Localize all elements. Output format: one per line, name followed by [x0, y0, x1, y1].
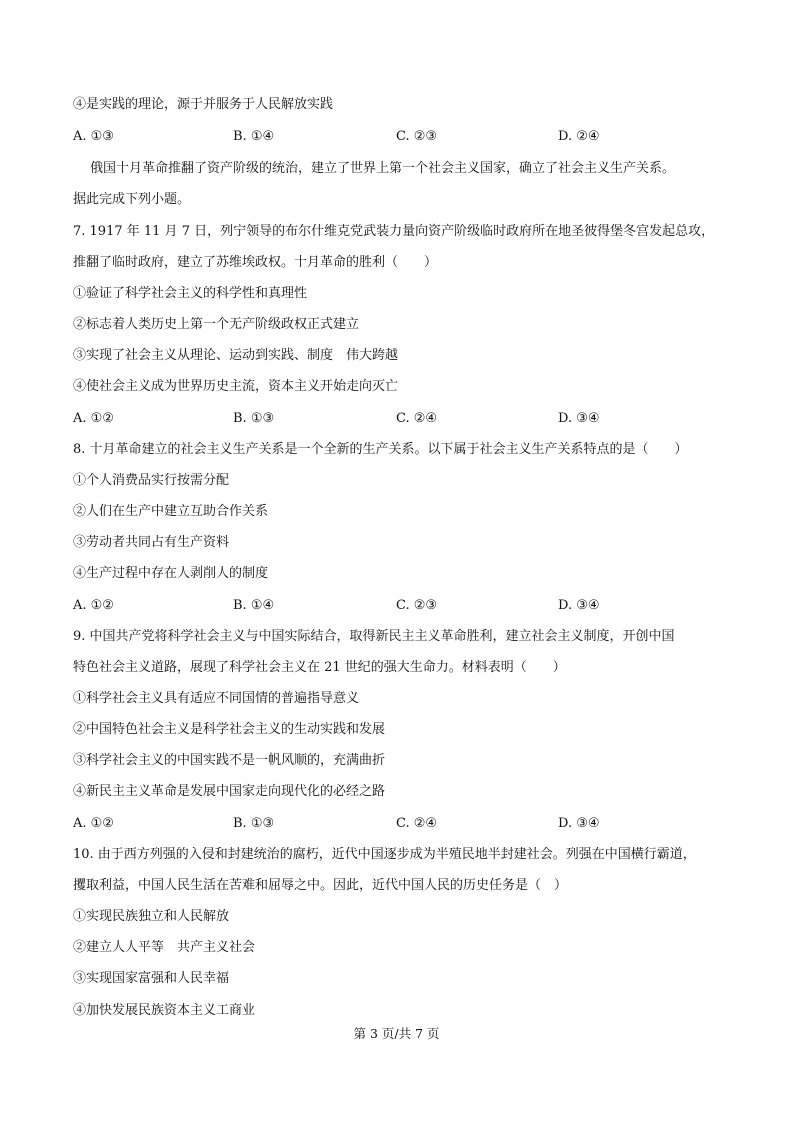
question-10-choice-1: ①实现民族独立和人民解放	[73, 909, 230, 924]
option-a: A. ①②	[73, 598, 114, 613]
question-7-choice-4: ④使社会主义成为世界历史主流，资本主义开始走向灭亡	[73, 379, 399, 394]
question-7-choice-1: ①验证了科学社会主义的科学性和真理性	[73, 286, 308, 301]
option-b: B. ①④	[233, 598, 275, 613]
question-10-stem-line-2: 攫取利益，中国人民生活在苦难和屈辱之中。因此，近代中国人民的历史任务是（ ）	[73, 878, 568, 893]
option-c: C. ②④	[396, 816, 438, 831]
question-8-options	[73, 598, 713, 614]
question-7-stem-line-2: 推翻了临时政府，建立了苏维埃政权。十月革命的胜利（ ）	[73, 255, 438, 270]
question-10-stem-line-1: 10. 由于西方列强的入侵和封建统治的腐朽，近代中国逐步成为半殖民地半封建社会。列强在中国横行霸道，	[73, 847, 696, 862]
question-9-options	[73, 816, 713, 832]
question-6-choice-4: ④是实践的理论，源于并服务于人民解放实践	[73, 97, 334, 112]
question-10-choice-2: ②建立人人平等 共产主义社会	[73, 940, 256, 955]
option-c: C. ②③	[396, 129, 438, 144]
option-c: C. ②③	[396, 598, 438, 613]
question-7-options	[73, 411, 713, 427]
material-intro-line-1: 俄国十月革命推翻了资产阶级的统治，建立了世界上第一个社会主义国家，确立了社会主义生产关系。	[90, 161, 676, 176]
question-8-choice-4: ④生产过程中存在人剥削人的制度	[73, 566, 269, 581]
question-10-choice-3: ③实现国家富强和人民幸福	[73, 971, 230, 986]
option-a: A. ①③	[73, 129, 114, 144]
question-6-options	[73, 129, 713, 145]
option-b: B. ①④	[233, 129, 275, 144]
question-7-choice-2: ②标志着人类历史上第一个无产阶级政权正式建立	[73, 317, 360, 332]
question-9-stem-line-2: 特色社会主义道路，展现了科学社会主义在 21 世纪的强大生命力。材料表明（ ）	[73, 660, 566, 675]
question-10-choice-4: ④加快发展民族资本主义工商业	[73, 1003, 256, 1018]
question-7-choice-3: ③实现了社会主义从理论、运动到实践、制度 伟大跨越	[73, 348, 399, 363]
question-8-choice-1: ①个人消费品实行按需分配	[73, 473, 230, 488]
option-c: C. ②④	[396, 411, 438, 426]
option-d: D. ②④	[558, 129, 600, 144]
question-9-stem-line-1: 9. 中国共产党将科学社会主义与中国实际结合，取得新民主主义革命胜利，建立社会主义制度，开创中国	[73, 629, 675, 644]
option-d: D. ③④	[558, 816, 600, 831]
question-8-choice-3: ③劳动者共同占有生产资料	[73, 535, 230, 550]
question-9-choice-4: ④新民主主义革命是发展中国家走向现代化的必经之路	[73, 784, 386, 799]
option-b: B. ①③	[233, 411, 275, 426]
option-d: D. ③④	[558, 598, 600, 613]
option-a: A. ①②	[73, 816, 114, 831]
question-8-stem: 8. 十月革命建立的社会主义生产关系是一个全新的生产关系。以下属于社会主义生产关系特点的是（ ）	[73, 442, 688, 457]
question-9-choice-1: ①科学社会主义具有适应不同国情的普遍指导意义	[73, 691, 360, 706]
option-d: D. ③④	[558, 411, 600, 426]
question-8-choice-2: ②人们在生产中建立互助合作关系	[73, 504, 269, 519]
question-7-stem-line-1: 7. 1917 年 11 月 7 日，列宁领导的布尔什维克党武装力量向资产阶级临时政府所在地圣彼得堡冬宫发起总攻，	[73, 224, 715, 239]
page-number-footer: 第 3 页/共 7 页	[353, 1026, 440, 1041]
option-b: B. ①③	[233, 816, 275, 831]
material-intro-line-2: 据此完成下列小题。	[73, 192, 191, 207]
option-a: A. ①②	[73, 411, 114, 426]
question-9-choice-2: ②中国特色社会主义是科学社会主义的生动实践和发展	[73, 722, 386, 737]
question-9-choice-3: ③科学社会主义的中国实践不是一帆风顺的，充满曲折	[73, 753, 386, 768]
